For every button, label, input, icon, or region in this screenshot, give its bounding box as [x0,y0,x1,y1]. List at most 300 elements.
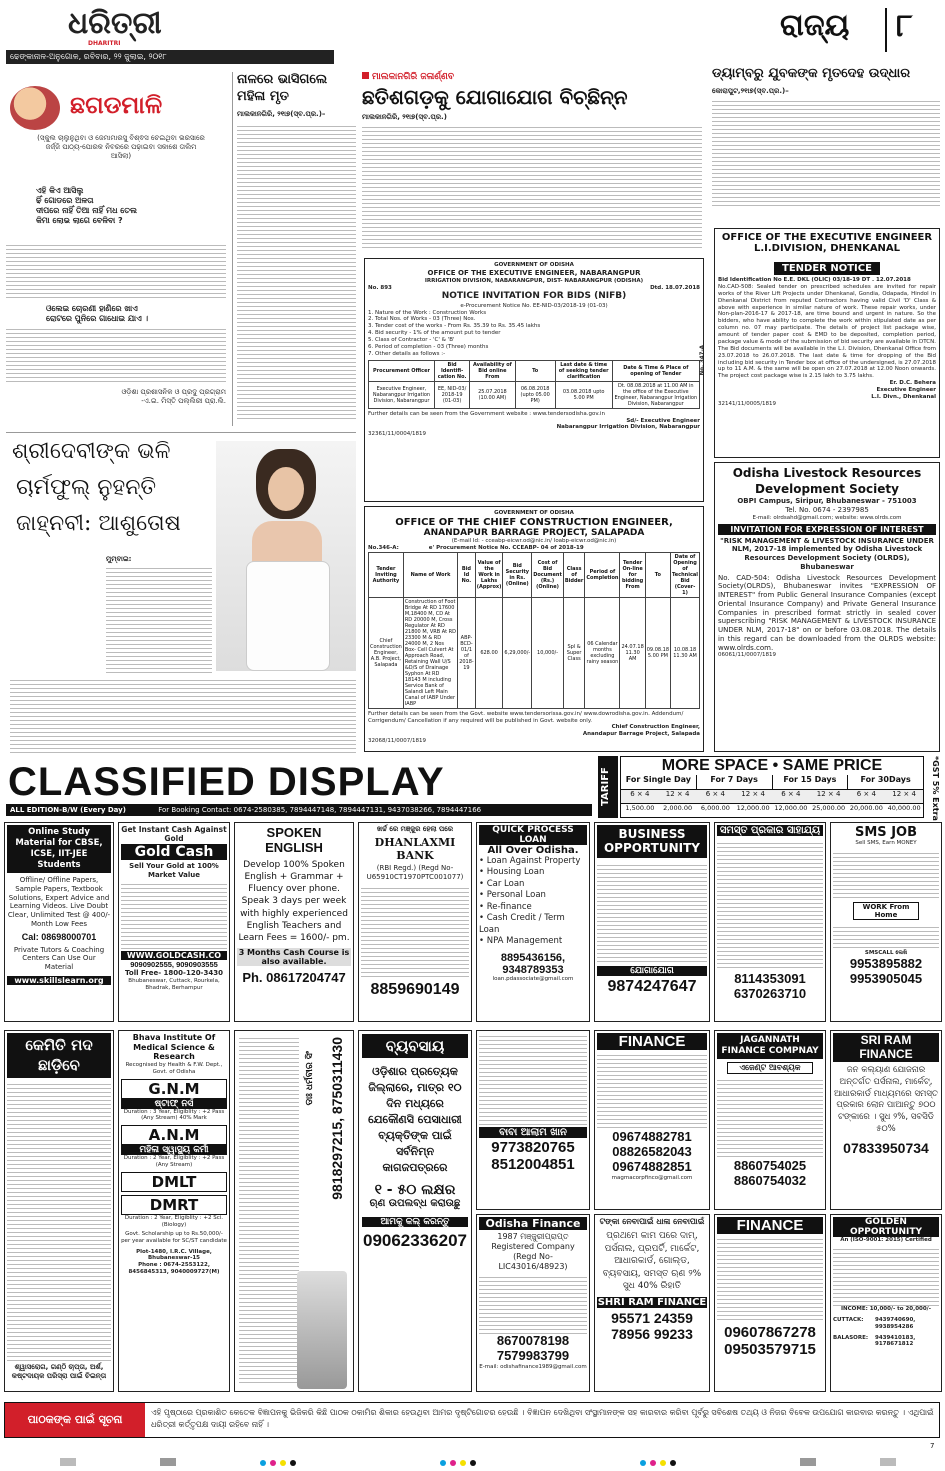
tender-division: L.I.DIVISION, DHENKANAL [753,243,901,254]
table-header-cell: Date & Time & Place of opening of Tender [612,360,699,381]
ad-stack-jagannath [714,1030,826,1392]
tender-nabarangpur [364,258,704,502]
ad-head: SPOKEN ENGLISH [265,825,323,855]
ad-phone: 09607867278 09503579715 [724,1324,816,1359]
tender-division: ANANDAPUR BARRAGE PROJECT, SALAPADA [423,527,645,538]
story-title: ଡ୍ୟାମ୍ବରୁ ଯୁବକଙ୍କ ମୃତଦେହ ଉଦ୍ଧାର [712,66,911,81]
page-foot-number: 7 [930,1442,935,1450]
table-cell: Executive Engineer, Nabarangpur Irrigation Division, Nabarangpur [369,381,435,408]
table-header-cell: Procurement Officer [369,360,435,381]
tender-title-wrap [718,256,936,275]
tender-table [368,360,700,409]
ad-text-lines [239,1035,299,1385]
tender-anandapur [364,506,704,752]
tender-division: IRRIGATION DIVISION, NABARANGPUR, DIST- NABARANGPUR (ODISHA) [424,277,644,284]
ad-foot: loan.pdassociate@gmail.com [492,975,574,982]
tariff-price: 25,000.00 [812,804,846,812]
ad-head: BUSINESS OPPORTUNITY [597,825,707,858]
course-gnm-sub: ଷ୍ଟାଫ୍ ନର୍ସ [121,1099,227,1109]
tender-org: OFFICE OF THE EXECUTIVE ENGINEER [721,232,933,243]
ad-phone: 9090902555, 9090903555 [130,960,218,970]
list-item-text: NPA Management [486,936,563,947]
table-cell: Construction of Foot Bridge At RD 17600 M,18400 M, CD At RD 20000 M, Cross Regulator At RD 21800 M, VRB At RD 23300 M & RD 24000 M, 2 Nos Box- Cell Culvert At Approach Road, Retaining Wall U/S &D/S of Drainage Syphon At RD 18143 M including Service Bank of Salandi Left Main Canal of IABP Under IABP [404,598,456,707]
tariff-periods [621,775,923,789]
course-dmrt: DMRT [121,1195,227,1215]
table-cell: Dt. 08.08.2018 at 11.00 AM in the office of the Executive Engineer, Nabarangpur Irrigation Division, Nabarangpur [612,381,699,408]
tender-dhenkanal [714,228,940,458]
table-header-cell: Tender On-line for bidding From [620,552,645,597]
tariff-gst [926,756,942,821]
ad-text-lines [833,1246,939,1306]
table-cell: ABP-BCD-01/1 of 2018-19 [458,597,476,708]
logo-sub: DHARITRI [88,40,121,47]
tariff-size: 12 × 4 [741,790,765,798]
ad-baba-alam [476,1030,590,1210]
table-cell: 25.07.2018 (10.00 AM) [470,381,515,408]
ad-text-lines [361,885,469,977]
ad-phone: 09674882781 08826582043 09674882851 [612,1129,692,1174]
reader-notice [4,1402,940,1438]
story-title: ନାଳରେ ଭାସିଗଲେ ମହିଳା ମୃତ [237,72,328,104]
list-item: • Cash Credit / Term Loan [479,913,565,935]
tender-gov: GOVERNMENT OF ODISHA [494,510,574,516]
tender-ref: e-Procurement Notice No. EE-NID-03/2018-19 (01-03) [460,302,608,309]
page-number: ୮ [896,6,913,44]
ad-phone: 8114353091 6370263710 [733,971,807,1001]
ad-city: BALASORE: [833,1334,869,1341]
ad-bhava-institute [118,1030,230,1392]
list-item: • Housing Loan [479,867,545,878]
table-cell: Spl & Super Class [563,597,585,708]
ad-name: SHRI RAM FINANCE [597,1296,707,1308]
ad-body: (RBI Regd.) (Regd No- U65910CT1970PTC001077) [366,863,464,881]
color-swatch [670,1460,676,1466]
tender-date: Dtd. 18.07.2018 [650,284,700,291]
tender-gov: GOVERNMENT OF ODISHA [494,262,574,268]
tariff-price: 2,000.00 [663,804,693,812]
feature-line-1: ଶ୍ରୀଦେବୀଙ୍କ ଭଳି [12,439,171,464]
ad-text-lines [717,1077,823,1157]
ad-text-lines [597,862,707,962]
section-divider [885,8,887,52]
list-item-text: Car Loan [486,878,525,889]
tender-no-row [368,545,700,552]
ad-text-lines [717,840,823,970]
ad-phone: 8895436156, 9348789353 [500,951,566,976]
olrds-email: E-mail: olrdsahd@gmail.com; website: www.olrds.com [752,514,902,521]
color-swatch [660,1460,666,1466]
tariff-slogan-2: SAME PRICE [782,757,883,774]
tender-title: TENDER NOTICE [774,262,880,275]
olrds-band: INVITATION FOR EXPRESSION OF INTEREST [718,524,936,535]
table-header-cell: To [515,360,555,381]
table-cell: 10,000/- [532,597,564,708]
ad-address: Plot-1480, I.R.C. Village, Bhubaneswar-15 [136,1248,212,1262]
ad-quit-alcohol [4,1030,114,1392]
ad-head: FINANCE [597,1033,707,1050]
kicker-square-icon [362,72,369,79]
course-anm-details: Duration : 2 Year, Eligiblity : +2 Pass (Any Stream) [123,1155,225,1169]
list-item: • Re-finance [479,901,532,912]
ad-head: Online Study Material for CBSE, ICSE, IIT-JEE Students [7,825,111,873]
tender-sign: Er. D.C. Behera Executive Engineer L.I. Divn., Dhenkanal [871,380,936,400]
list-item: • Loan Against Property [479,856,581,866]
ad-dhanlaxmi [358,822,472,1022]
tariff-size: 6 × 4 [630,790,650,798]
tender-code: 32361/11/0004/1819 [368,431,427,438]
tariff-size: 12 × 4 [665,790,690,798]
ad-head: QUICK PROCESS LOAN [479,825,587,845]
tender-item: 4. Bid security - 1% of the amount put to tender [368,330,501,337]
course-gnm: G.N.M [121,1079,227,1099]
cartoon-icon [10,86,60,130]
color-swatch [160,1458,176,1466]
tariff-price: 12,000.00 [774,804,808,812]
ad-gold-cash [118,822,230,1022]
ad-body: Develop 100% Spoken English + Grammar + Fluency over phone. Speak 3 days per week with highly experienced English Teachers and Learn Fees = 1600/- pm. [238,860,350,943]
color-swatch [640,1460,646,1466]
ad-head-2: All Over Odisha. [487,845,579,856]
column-body-2 [6,326,226,382]
ad-finance-magma [594,1030,710,1210]
ad-sub: An (ISO-9001: 2015) Certified [840,1237,932,1243]
color-swatch [260,1460,266,1466]
table-header-cell: Class of Bidder [563,552,585,597]
ad-business-opportunity [594,822,710,1022]
ad-foot: Bhubaneswar, Cuttack, Rourkela, Bhadrak, Berhampur [128,978,220,991]
ad-text-lines [121,881,227,949]
table-header-cell: Cost of Bid Document (Rs.) (Online) [532,552,564,597]
ad-extra: Private Tutors & Coaching Centers Can Use Our Material [13,945,105,972]
tariff-slogan-1: MORE SPACE [661,757,769,774]
tender-ref: e' Procurement Notice No. CCEABP- 04 of 2018-19 [428,544,584,551]
ad-odisha-finance [476,1214,590,1392]
story-dateline: ମାଲକାନଗିରି, ୨୧ା୭(ସ୍ବ.ପ୍ର.)– [237,109,326,118]
feature-body [106,565,212,673]
tender-sign: Chief Construction Engineer, Anandapur Barrage Project, Salapada [582,724,700,738]
ad-phone: 07833950734 [843,1140,929,1157]
olrds-code: 06061/11/0007/1819 [718,652,777,659]
ad-body: ପ୍ରଥମେ କାମ ପରେ ଦାମ୍, ପର୍ସନାଲ, ପ୍ରପର୍ଟି, ମାର୍କେଟ, ଆଧାରକାର୍ଡ, ଗୋଲ୍ଡ, ବ୍ୟବସାୟ, ସମସ୍ତ ଋଣ ୨% ସୁଧ 40% ରିହାତି [602,1231,702,1292]
column-poem-1: ଏହି କିଏ ଆସିଲୁ ଢିଁ ଗୋଡରେ ଅଳତା ଦୀପରେ ନାହିଁ ତିଆ ନାହିଁ ମଧ ତେଲ କିମା ଲୋଭ ଲାଗେ ବେଳିବା ? [36,186,137,225]
tariff-prices [621,803,923,817]
feature-dateline: ମୁମ୍ବାଇ: [106,555,132,563]
ad-body: Offline/ Offline Papers, Sample Papers, Textbook Solutions, Expert Advice and Learning Videos. Live Doubt Clear, Unlimited Test @ 400/-Month Low Fees [7,876,111,928]
tender-org: OFFICE OF THE EXECUTIVE ENGINEER, NABARANGPUR [427,268,641,277]
ad-phone-2: 8670078198 7579983799 [496,1333,570,1363]
tender-email: (E-mail Id: - cceabp-eicwr.od@nic.in/ loabp-eicwr.od@nic.in) [451,537,617,544]
table-cell: 10.08.18 11.30 AM [671,597,700,708]
color-swatch [650,1460,656,1466]
ad-text-lines [479,1033,587,1125]
ad-extra: 3 Months Cash Course is also available. [238,947,350,966]
tender-foot: Further details can be seen from the Government website : www.tendersodisha.gov.in [368,410,605,417]
ad-note: Govt. Scholarship up to Rs.50,000/- per year available for SC/ST candidate [121,1230,227,1244]
ad-city-row [833,1317,939,1331]
table-header-cell: Last date & time of seeking tender clarification [555,360,612,381]
ad-extra: ଯୋଗାଯୋଗ [597,966,707,976]
course-anm-sub: ମହିଳା ସ୍ୱାସ୍ଥ୍ୟ କର୍ମୀ [121,1145,227,1155]
ad-city-phone: 9439410183, 9178671812 [875,1334,916,1348]
section-title: ରାଜ୍ୟ [780,8,850,43]
ad-sri-ram-finance [830,1030,942,1210]
tariff-slogan: MORE SPACE • SAME PRICE [661,757,883,774]
ad-shri-ram-finance-1 [594,1214,710,1392]
ad-extra: WORK From Home [853,902,919,920]
course-anm: A.N.M [121,1125,227,1145]
ad-head-2: Gold Cash [121,844,227,860]
tariff-gst-text: *GST 5% Extra [931,756,940,821]
ad-city-row [833,1335,939,1349]
column-chhagadmali [6,76,226,426]
list-item: • Car Loan [479,878,525,889]
ad-foot: SMSCALL ଲେଖି [864,949,908,956]
list-item-text: Re-finance [486,901,532,912]
column-poem-2: ଓଲେଇ ଚୋରଣୀ ହାଣିରେ ଖାଏ ରୋଟରେ ପୁନିରେ ଗାଧୋଇ ଯାଏ । [46,304,149,323]
tariff-size: 6 × 4 [705,790,725,798]
logo: ଧରିତ୍ରୀ [68,6,162,41]
table-cell: 24.07.18 11.30 AM [620,597,645,708]
tender-side-no: No. 347-A [699,345,705,376]
ad-income: INCOME: 10,000/- to 20,000/- [841,1305,931,1312]
tariff-price: 6,000.00 [700,804,730,812]
table-header-cell: Period of Completion [585,552,620,597]
table-header-cell: Bid Security in Rs. (Online) [503,552,532,597]
color-swatch [470,1460,476,1466]
tender-body: No.CAD-508: Sealed tender on prescribed schedules are invited for repair works of the River Lift Projects under Dhenkanal, Gondia, Odapada, Hindol in Dhenkanal District from reputed Contractors having valid Civil 'D' Class & above with experience in similar nature of work. These repair works, under Non-plan-2016-17 & 2017-18, are time bound and urgent in nature. So the bidders, who have ability to complete the work within stipulated date as per column no. 07 may participate. The details of project list package wise, amount of tender paper cost & EMD to be deposited, completion period, package value & mode of the submission of bid security are available in DTCN. The Bid documents will be available in the L.I. Division, Dhenkanal Office from 23.07.2018 to 26.07.2018. The last date & time for dropping of the Bid including bid security in Tender box at office of the undersigned, is 27.07.2018 up to 11 A.M. & the same will be open on 27.07.2018 at 12.00 Noon onwards. The project cost package wise is 2.15 lakh to 3.75 lakhs. [718,283,936,380]
ad-phone: 09062336207 [362,1230,467,1250]
ad-text-lines [597,1052,707,1128]
tariff-size: 12 × 4 [816,790,841,798]
tender-no: No. 893 [368,284,392,291]
ad-foot: E-mail: odishafinance1989@gmail.com [479,1363,587,1370]
ad-phone: 8860754025 8860754032 [733,1157,807,1188]
feature-photo [216,441,356,671]
ad-list [479,856,587,948]
color-swatch [280,1460,286,1466]
tariff-size: 6 × 4 [856,790,876,798]
ad-stack-baba [476,1030,590,1392]
story-dateline: କୋରାପୁଟ,୨୧ା୭(ସ୍ବ.ପ୍ର.)– [712,87,789,95]
color-swatch [800,1458,816,1466]
story-body [237,123,356,419]
table-cell: 09.08.18 5.00 PM [645,597,670,708]
feature-janhvi [6,432,356,756]
column-title: ଛଗଡମାଳି [70,90,163,119]
ad-head-2: DHANLAXMI BANK [374,835,456,862]
ad-amount-2: ଋଣ ଉପଲବ୍ଧ କରାଉଛୁ [369,1197,461,1209]
ad-cta: ଆମକୁ କଲ୍ କରନ୍ତୁ [362,1217,468,1227]
table-header-cell: To [645,552,670,597]
table-row [369,597,700,708]
tender-ref: Bid Identification No E.E. DKL (OLIC) 03/18-19 DT . 12.07.2018 [718,277,911,283]
ad-head: GOLDEN OPPORTUNITY [833,1217,939,1237]
ad-head: Odisha Finance [479,1217,587,1230]
tariff-table [620,756,924,818]
feature-line-3: ଜାହ୍ନବୀ: ଆଶୁତୋଷ [16,511,181,536]
ad-head: ସମସ୍ତ ପ୍ରକାର ସାହାଯ୍ୟ [717,825,823,836]
ad-phone: 9874247647 [607,977,697,995]
tender-item: 2. Total Nos. of Works - 03 (Three) Nos. [368,316,476,323]
ad-city-phone: 9439740690, 9938954286 [875,1316,916,1330]
ad-golden-opportunity [830,1214,942,1392]
ad-body: 1987 ମଞ୍ଜୁରୀପ୍ରାପ୍ତ Registered Company (Regd No- LIC43016/48923) [491,1232,575,1271]
ad-phone: Ph. 08617204747 [242,969,346,985]
ad-foot: www.skillslearn.org [7,976,111,985]
tender-org: OFFICE OF THE CHIEF CONSTRUCTION ENGINEER, [395,516,673,528]
olrds-tel: Tel. No. 0674 - 2397985 [785,505,869,514]
ad-text-lines [833,850,939,898]
color-swatch [290,1460,296,1466]
story-dam-body [712,66,940,226]
photo-face [268,467,304,511]
ad-dharmvir-singh [234,1030,354,1392]
table-header [369,552,700,597]
table-cell: 06 Calendar months excluding rainy season [585,597,620,708]
masthead [0,0,945,66]
classified-title: CLASSIFIED DISPLAY [8,760,445,804]
ad-spoken-english [234,822,354,1022]
color-swatch [270,1460,276,1466]
ad-phone: 9773820765 8512004851 [491,1139,575,1173]
tariff-period: For 30Days [860,775,911,784]
table-header-cell: Value of the Work in Lakhs (Approx) [475,552,503,597]
tender-item: 5. Class of Contractor - 'C' & 'B' [368,337,455,343]
ad-amount: ୧ - ୫୦ ଲକ୍ଷର [374,1181,456,1198]
list-item-text: Personal Loan [486,890,546,901]
table-header-cell: Availability of Bid online From [470,360,515,381]
tender-item: 6. Period of completion - 03 (Three) months [368,343,489,350]
date-bar: ଢେଙ୍କାନାଳ-ଅନୁଗୋଳ, ରବିବାର, ୨୨ ଜୁଲାଇ, ୨୦୧୮ [6,50,334,64]
olrds-eoi [714,462,940,752]
ad-extra: Toll Free- 1800-120-3430 [125,969,223,978]
ad-head: ଟଙ୍କା ନେବାପାଇଁ ଧାଳା ନେବାପାଇଁ [599,1217,705,1226]
tender-code: 32141/11/0005/1819 [718,400,777,407]
photo-dress [246,561,330,671]
ad-sub: ଏଜେଣ୍ଟ ଆବଶ୍ୟକ [727,1062,813,1074]
ad-head: SRI RAM FINANCE [833,1033,939,1062]
table-header [369,360,700,381]
story-chhattisgarh [362,72,702,256]
story-kicker [362,72,702,83]
ad-phone: 9953895882 9953905045 [849,955,923,986]
course-dmrt-details: Duration : 2 Year, Eligiblity : +2 Sci. (Biology) [124,1215,224,1228]
list-item-text: Cash Credit / Term Loan [479,913,565,935]
classified-edition: ALL EDITION-B/W (Every Day) [10,806,126,814]
tariff-period: For 7 Days [697,775,773,789]
tariff-price: 12,000.00 [736,804,770,812]
list-item: • Personal Loan [479,890,546,901]
story-body [712,98,940,208]
color-registration-bar [0,1458,945,1468]
ad-text-lines [7,1081,111,1361]
color-swatch [880,1458,896,1466]
tariff-period: For Single Day [621,775,697,789]
ad-all-help [714,822,826,1022]
ad-text-lines [833,924,939,950]
table-cell: 6,29,000/- [503,597,532,708]
feature-line-2: ଚାର୍ମଫୁଲ୍ ନୁହନ୍ତି [16,475,157,500]
ad-name: ଡାଃ ଧର୍ମବୀର ସିଂ [305,1051,315,1106]
color-swatch [450,1460,456,1466]
list-item-text: Loan Against Property [486,856,581,866]
list-item: • NPA Management [479,936,563,947]
ad-phone: Cal: 08698000701 [21,931,97,942]
table-cell: 03.08.2018 upto 5.00 PM [555,381,612,408]
tariff-label [598,756,618,818]
ad-phone: Phone : 0674-2553122, 8456845313, 9040009727(M) [128,1262,220,1276]
ad-sms-job [830,822,942,1022]
ad-sub: Recognised by Health & F.W. Dept., Govt. of Odisha [125,1061,223,1075]
ad-foot: ଶ୍ୱାସରୋଗ, ଗଣ୍ଠି ଚାପ୍ତା, ଅର୍ଶ, କଷ୍ଟଦାୟକ ପରିସ୍ରା ପାଇଁ ଚିଇନ୍ତା [11,1363,107,1380]
tender-no-row [368,285,700,292]
ad-phone: 95571 24359 78956 99233 [611,1309,693,1343]
ad-sub: Sell SMS, Earn MONEY [855,840,917,846]
tariff-period: For 15 Days [773,775,849,789]
classified-header [0,756,945,821]
ad-head: SMS JOB [855,825,917,840]
ad-stack-sriram [830,1030,942,1392]
ad-body: Sell Your Gold at 100% Market Value [129,861,219,879]
ad-business-loan [358,1030,472,1392]
tender-code: 32068/11/0007/1819 [368,738,427,745]
tariff-sizes [621,789,923,803]
ad-head: କେମିତି ମଦ ଛାଡ଼ିବେ [7,1033,111,1078]
tender-foot: Further details can be seen from the Govt. website www.tendersorissa.gov.in/ www.dowrodisha.gov.in. Addendum/ Corrigendum/ Cancellation if any required will be published in Govt. website only. [368,710,684,724]
table-cell: EE, NID-03/ 2018-19 (01-03) [434,381,469,408]
tariff-price: 1,500.00 [625,804,655,812]
ad-study-material [4,822,114,1022]
ad-text-lines [479,1274,587,1334]
table-cell: Chief Construction Engineer, A.B. Project, Salapada [369,597,404,708]
tariff-size: 6 × 4 [781,790,801,798]
tender-item: 3. Tender cost of the works - From Rs. 35.39 to Rs. 35.45 lakhs [368,323,541,330]
feature-body-2 [10,677,356,753]
column-credit: ଓଡ଼ିଶା ପ୍ରଶାସନିକ ଓ ପ୍ରଦୁ ପ୍ରଗ୍ରାମ -ଏ.ଇ. ମିସ୍ତି ପଲ୍ଲିରୀ ପ୍ରା.ଲି. [121,388,226,405]
color-swatch [60,1458,76,1466]
ad-photo [297,1271,347,1389]
notice-text: ଏହି ପୃଷ୍ଠାରେ ପ୍ରକାଶିତ କେତେକ ବିଜ୍ଞାପନକୁ ଭିଜିକରି କିଛି ପାଠକ ଠକାମିର ଶିକାର ହେଉଥିବା ଆମର ଦୃଷ୍ଟିଗୋଚର ହେଉଛି । ବିଜ୍ଞାପନ ଦେଖିଥିବା ସଂସ୍ଥାମାନଙ୍କ ସହ କାରବାର କରିବା ପୂର୍ବରୁ ସବିଶେଷ ତଥ୍ୟ ଓ ନିଜର ବିବେକ ଉପଯୋଗ କାରବାର କରନ୍ତୁ । ଏଥିପାଇଁ ଧରିତ୍ରୀ କର୍ତ୍ତୃପକ୍ଷ ଦାୟୀ ରହିବେ ନାହିଁ । [151,1408,934,1429]
column-lead: (ସ୍କୁଲ ଚାଲୁନୁଥିବା ଓ ଜେମାମାରସୁ ବିଶ୍ଵସ ଚେଇଥିବା ଭରସାରେ ଜର୍ଜ୍ଜି ପାଠ୍ୟ-ପୋରକ ନିବରରେ ପଢ଼ାଇବା ସକାଶେ ତାଲିମ ଆସିଲା) [37,134,205,160]
table-cell: 06.08.2018 (upto 05.00 PM) [515,381,555,408]
ad-head: ବ୍ୟବସାୟ [362,1034,468,1058]
tender-sign: Sd/- Executive Engineer Nabarangpur Irrigation Division, Nabarangpur [556,417,700,431]
ad-body: ଓଡ଼ିଶାର ପ୍ରତ୍ୟେକ ଜିଲ୍ଲାରେ, ମାତ୍ର ୧୦ ଦିନ ମଧ୍ୟରେ ଯେକୌଣସି ପେସାଧାରୀ ବ୍ୟକ୍ତିଙ୍କ ପାଇଁ ସର୍ବନିମ୍ନ କାଗଜପତ୍ରରେ [368,1065,462,1174]
ad-quick-loan [476,822,590,1022]
ad-head: FINANCE [717,1217,823,1234]
olrds-body: No. CAD-504: Odisha Livestock Resources Development Society(OLRDS), Bhubaneswar invites "EXPRESSION OF INTEREST" from Public General Insurance Companies (except Oriental Insurance Company) and Private General Insurance Companies in prescribed format strictly in sealed cover superscribing "RISK MANAGEMENT & LIVESTOCK INSURANCE UNDER NLM, 2017-18" on or before 03.08.2018. The details in this regard can be downloaded from the OLRDS website: www.olrds.com. [718,573,936,652]
ad-web: WWW.GOLDCASH.CO [121,951,227,960]
ad-head: JAGANNATH FINANCE COMPNAY [717,1033,823,1059]
table-cell: 628.00 [475,597,503,708]
ad-phone: 8859690149 [370,981,460,999]
table-header-cell: Bid Id No. [458,552,476,597]
ad-finance-2 [714,1214,826,1392]
tariff-price: 20,000.00 [849,804,883,812]
tariff-label-text: TARIFF [600,767,611,806]
list-item-text: Housing Loan [486,867,545,878]
column-body-1 [6,242,226,298]
story-body [362,124,702,248]
kicker-text: ମାଲକାନଗିରି ଜଳାର୍ଣ୍ଣବ [372,72,454,82]
classified-contact-bar [6,804,592,816]
ad-head: ଖର୍ଚ୍ଚ ରେ ମଞ୍ଜୁର ହେଲା ପରେ [376,825,454,833]
classified-contact: For Booking Contact: 0674-2580385, 7894447148, 7894447131, 9437038266, 7894447166 [158,806,482,814]
story-dateline: ମାଲକାନଗିରି, ୨୧ା୭(ସ୍ବ.ପ୍ର.) [362,113,447,122]
ad-head: Bhava Institute Of Medical Science & Research [132,1033,216,1062]
ad-body: ଜନ କଲ୍ୟାଣ ଯୋଜନାର ଅନ୍ତର୍ଗତ ପର୍ସନାଲ, ମାର୍କେଟ୍, ଆଧାରକାର୍ଡ ମାଧ୍ୟମରେ ସମସ୍ତ ପ୍ରକାର ଲୋନ ପାଆନ୍ତୁ ୭୦୦ ଟଙ୍କାରେ । ସୁଧ ୨%, ସବସିଡି ୫୦% [834,1064,938,1135]
story-flood-woman [232,72,356,426]
